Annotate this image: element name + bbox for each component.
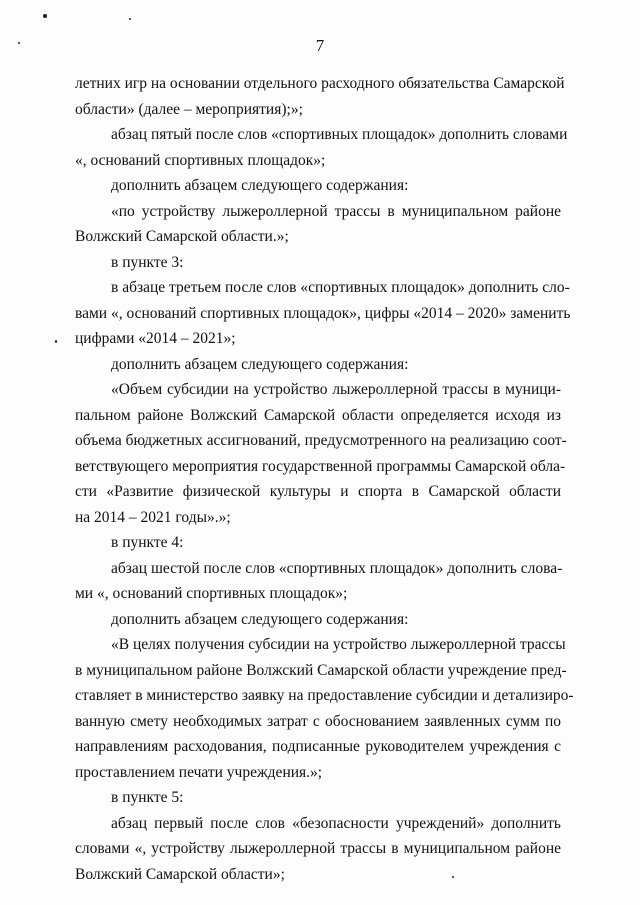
text-line: летних игр на основании отдельного расходного обязательства Самарской — [75, 75, 565, 92]
text-line: направлениям расходования, подписанные руководителем учреждения с — [75, 738, 561, 755]
text-line: в пункте 5: — [111, 789, 184, 806]
text-line: пальном районе Волжский Самарской области определяется исходя из — [75, 406, 561, 424]
text-line: цифрами «2014 – 2021»; — [75, 330, 236, 347]
text-line: области» (далее – мероприятия);»; — [75, 100, 303, 118]
text-line: «по устройству лыжероллерной трассы в муниципальном районе — [111, 202, 561, 220]
document-body — [75, 71, 574, 887]
text-line: в пункте 3: — [111, 253, 184, 271]
text-line: дополнить абзацем следующего содержания: — [111, 610, 409, 628]
text-line: Волжский Самарской области»; — [75, 865, 285, 883]
text-line: ми «, оснований спортивных площадок»; — [75, 585, 348, 602]
text-line: «, оснований спортивных площадок»; — [75, 151, 326, 169]
text-line: сти «Развитие физической культуры и спорта в Самарской области — [75, 483, 561, 500]
text-line: дополнить абзацем следующего содержания: — [111, 177, 409, 194]
scan-speck — [43, 14, 47, 18]
text-line: абзац пятый после слов «спортивных площадок» дополнить словами — [111, 126, 568, 143]
text-line: на 2014 – 2021 годы».»; — [75, 508, 231, 526]
scan-speck — [55, 340, 57, 343]
text-line: ставляет в министерство заявку на предоставление субсидии и детализиро- — [75, 687, 574, 704]
text-line: объема бюджетных ассигнований, предусмотренного на реализацию соот- — [75, 432, 567, 449]
text-line: дополнить абзацем следующего содержания: — [111, 355, 409, 373]
scan-speck — [129, 18, 131, 20]
text-line: проставлением печати учреждения.»; — [75, 763, 323, 781]
text-line: Волжский Самарской области.»; — [75, 228, 289, 245]
text-line: словами «, устройству лыжероллерной трассы в муниципальном районе — [75, 840, 561, 857]
text-line: ветствующего мероприятия государственной программы Самарской обла- — [75, 457, 566, 475]
text-line: в муниципальном районе Волжский Самарской области учреждение пред- — [75, 661, 567, 679]
text-line: в пункте 4: — [111, 534, 184, 551]
text-line: ванную смету необходимых затрат с обоснованием заявленных сумм по — [75, 712, 561, 730]
text-line: в абзаце третьем после слов «спортивных площадок» дополнить сло- — [111, 279, 570, 296]
text-line: вами «, оснований спортивных площадок», цифры «2014 – 2020» заменить — [75, 304, 571, 322]
text-line: абзац первый после слов «безопасности учреждений» дополнить — [111, 814, 561, 832]
text-line: абзац шестой после слов «спортивных площадок» дополнить слова- — [111, 559, 563, 577]
text-line: «В целях получения субсидии на устройство лыжероллерной трассы — [111, 636, 566, 653]
text-line: «Объем субсидии на устройство лыжероллерной трассы в муници- — [111, 381, 561, 398]
page-number: 7 — [315, 36, 325, 55]
